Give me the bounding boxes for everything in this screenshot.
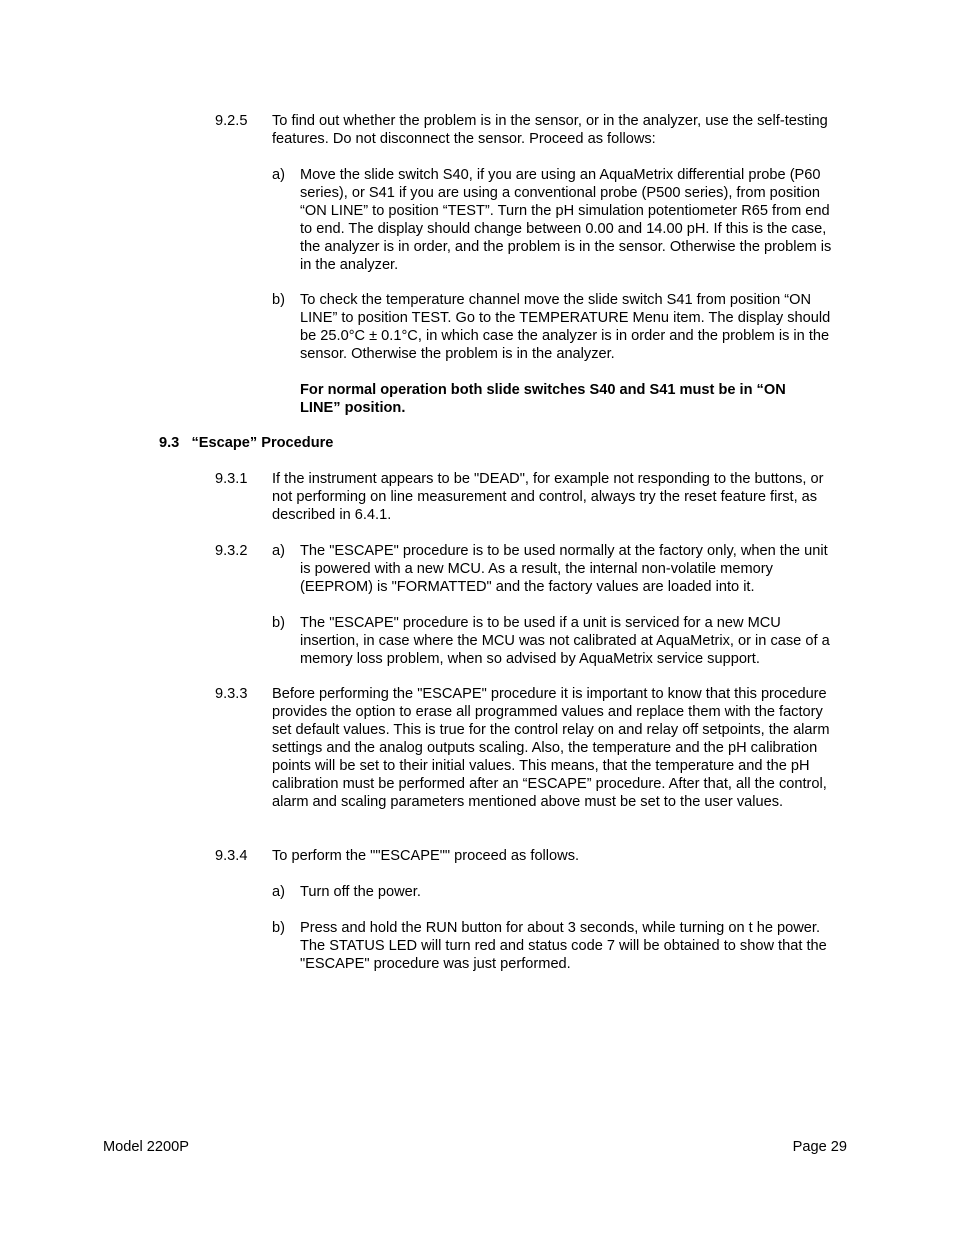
section-9-2-5-item-a: Move the slide switch S40, if you are using an AquaMetrix differential probe (P60 series), or S41 if you are using a conventional probe (P500 series), from position “ON LINE” to position “TEST”. Turn the pH simulation potentiometer R65 from end to end. The display should change between 0.00 and 14.00 pH. If this is the case, the analyzer is in order, and the problem is in the sensor. Otherwise the problem is in the analyzer. — [300, 167, 832, 273]
item-label-b: b) — [272, 920, 285, 936]
section-9-3-4-item-a: Turn off the power. — [300, 884, 421, 900]
item-label-b: b) — [272, 292, 285, 308]
section-heading-9-3: 9.3 “Escape” Procedure — [159, 435, 334, 451]
section-number-9-3-4: 9.3.4 — [215, 848, 248, 864]
footer-page-number: Page 29 — [792, 1139, 847, 1155]
section-number-9-3-3: 9.3.3 — [215, 686, 248, 702]
section-9-2-5-text: To find out whether the problem is in the sensor, or in the analyzer, use the self-testing features. Do not disconnect the sensor. Proceed as follows: — [272, 113, 828, 147]
item-label-a: a) — [272, 167, 285, 183]
section-9-3-1-text: If the instrument appears to be "DEAD", for example not responding to the buttons, or not performing on line measurement and control, always try the reset feature first, as described in 6.4.1. — [272, 471, 824, 523]
section-9-3-3-text: Before performing the "ESCAPE" procedure it is important to know that this procedure provides the option to erase all programmed values and replace them with the factory set default values. This is true for the control relay on and relay off setpoints, the alarm settings and the analog outputs scaling. Also, the temperature and the pH calibration points will be set to their initial values. This means, that the temperature and the pH calibration must be performed after an “ESCAPE” procedure. After that, all the control, alarm and scaling parameters mentioned above must be set to the user values. — [272, 686, 830, 810]
section-9-3-2-item-a: The "ESCAPE" procedure is to be used normally at the factory only, when the unit is powered with a new MCU. As a result, the internal non-volatile memory (EEPROM) is "FORMATTED" and the factory values are loaded into it. — [300, 543, 828, 595]
section-9-3-2-item-b: The "ESCAPE" procedure is to be used if a unit is serviced for a new MCU insertion, in case where the MCU was not calibrated at AquaMetrix, or in case of a memory loss problem, when so advised by AquaMetrix service support. — [300, 615, 830, 667]
section-number-9-2-5: 9.2.5 — [215, 113, 248, 129]
footer-model: Model 2200P — [103, 1139, 190, 1155]
section-9-2-5-item-b: To check the temperature channel move the slide switch S41 from position “ON LINE” to position TEST. Go to the TEMPERATURE Menu item. The display should be 25.0°C ± 0.1°C, in which case the analyzer is in order and the problem is in the sensor. Otherwise the problem is in the analyzer. — [300, 292, 831, 362]
section-number-9-3-2: 9.3.2 — [215, 543, 248, 559]
item-label-b: b) — [272, 615, 285, 631]
operation-note: For normal operation both slide switches S40 and S41 must be in “ON LINE” position. — [300, 382, 786, 416]
item-label-a: a) — [272, 543, 285, 559]
section-number-9-3-1: 9.3.1 — [215, 471, 248, 487]
item-label-a: a) — [272, 884, 285, 900]
section-9-3-4-item-b: Press and hold the RUN button for about 3 seconds, while turning on t he power. The STATUS LED will turn red and status code 7 will be obtained to show that the "ESCAPE" procedure was just performed. — [300, 920, 827, 972]
section-9-3-4-text: To perform the ""ESCAPE"" proceed as follows. — [272, 848, 580, 864]
